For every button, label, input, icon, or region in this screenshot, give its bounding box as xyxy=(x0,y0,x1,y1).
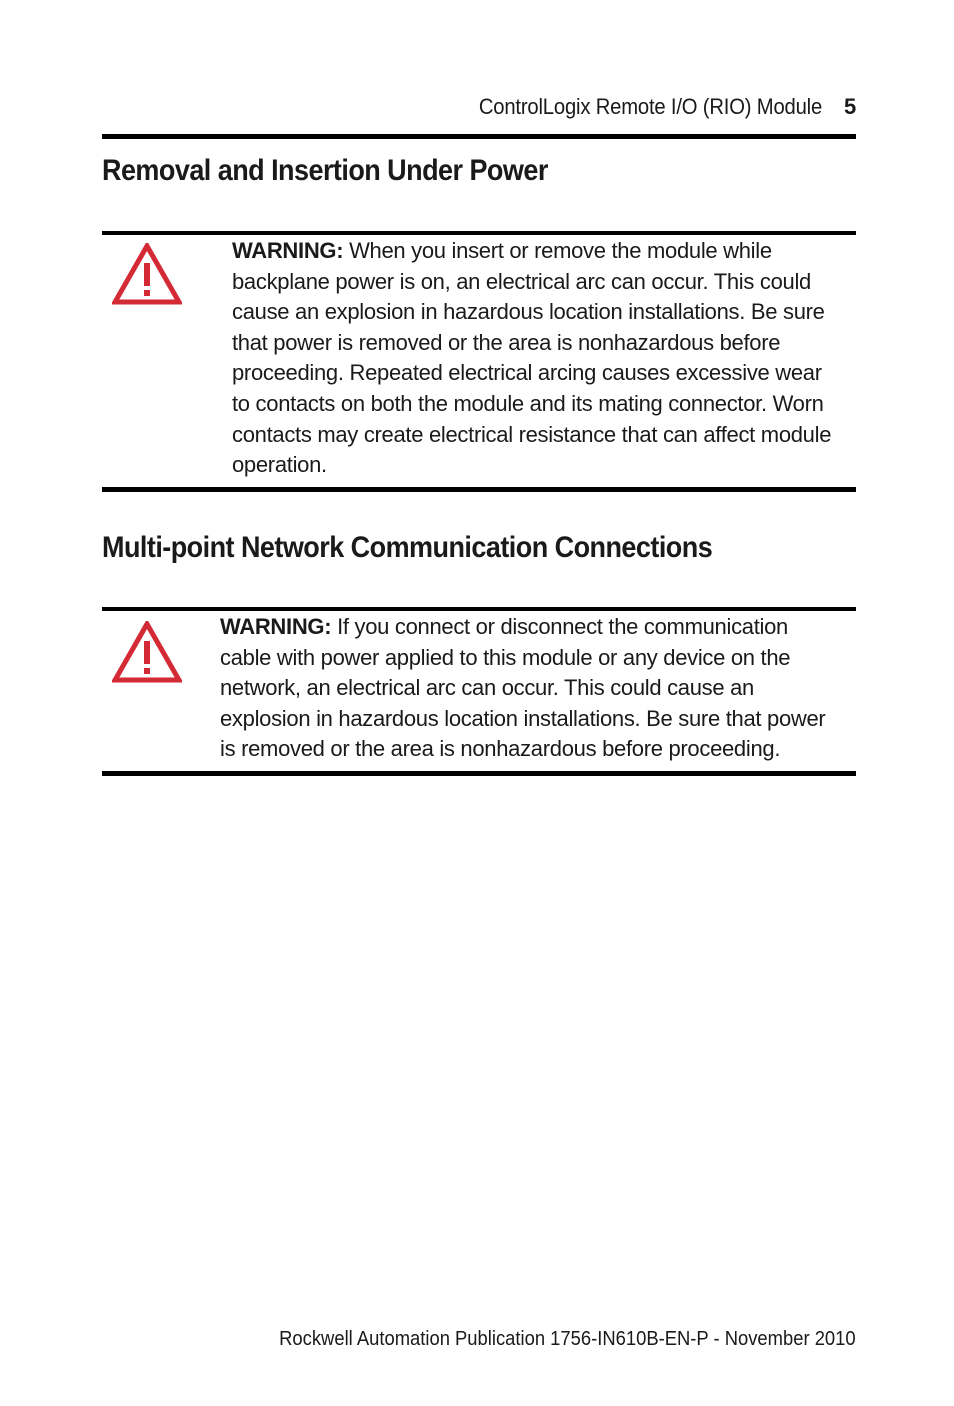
page-number: 5 xyxy=(843,94,856,119)
warning-label: WARNING: xyxy=(220,614,332,639)
warning-text-removal-insertion xyxy=(232,236,832,481)
warning-text-multipoint-network xyxy=(220,612,830,765)
warning-box-multipoint-network xyxy=(102,607,856,776)
warning-triangle-icon xyxy=(112,621,182,683)
warning-body: If you connect or disconnect the communication cable with power applied to this module or any device on the network, an electrical arc can occur. This could cause an explosion in hazardous location installations. Be sure that power is removed or the area is nonhazardous before proceeding. xyxy=(220,614,826,762)
section-heading-multipoint-network: Multi-point Network Communication Connections xyxy=(102,531,713,564)
section-heading-removal-insertion: Removal and Insertion Under Power xyxy=(102,154,548,187)
warning-box-removal-insertion xyxy=(102,231,856,492)
warning-triangle-icon xyxy=(112,243,182,305)
header-rule xyxy=(102,134,856,139)
header-title: ControlLogix Remote I/O (RIO) Module xyxy=(478,94,822,119)
running-header xyxy=(102,94,856,126)
publication-footer: Rockwell Automation Publication 1756-IN610B-EN-P - November 2010 xyxy=(279,1328,856,1350)
warning-label: WARNING: xyxy=(232,238,344,263)
warning-body: When you insert or remove the module while backplane power is on, an electrical arc can occur. This could cause an explosion in hazardous location installations. Be sure that power is removed or the area is nonhazardous before proceeding. Repeated electrical arcing causes excessive wear to contacts on both the module and its mating connector. Worn contacts may create electrical resistance that can affect module operation. xyxy=(232,238,832,478)
